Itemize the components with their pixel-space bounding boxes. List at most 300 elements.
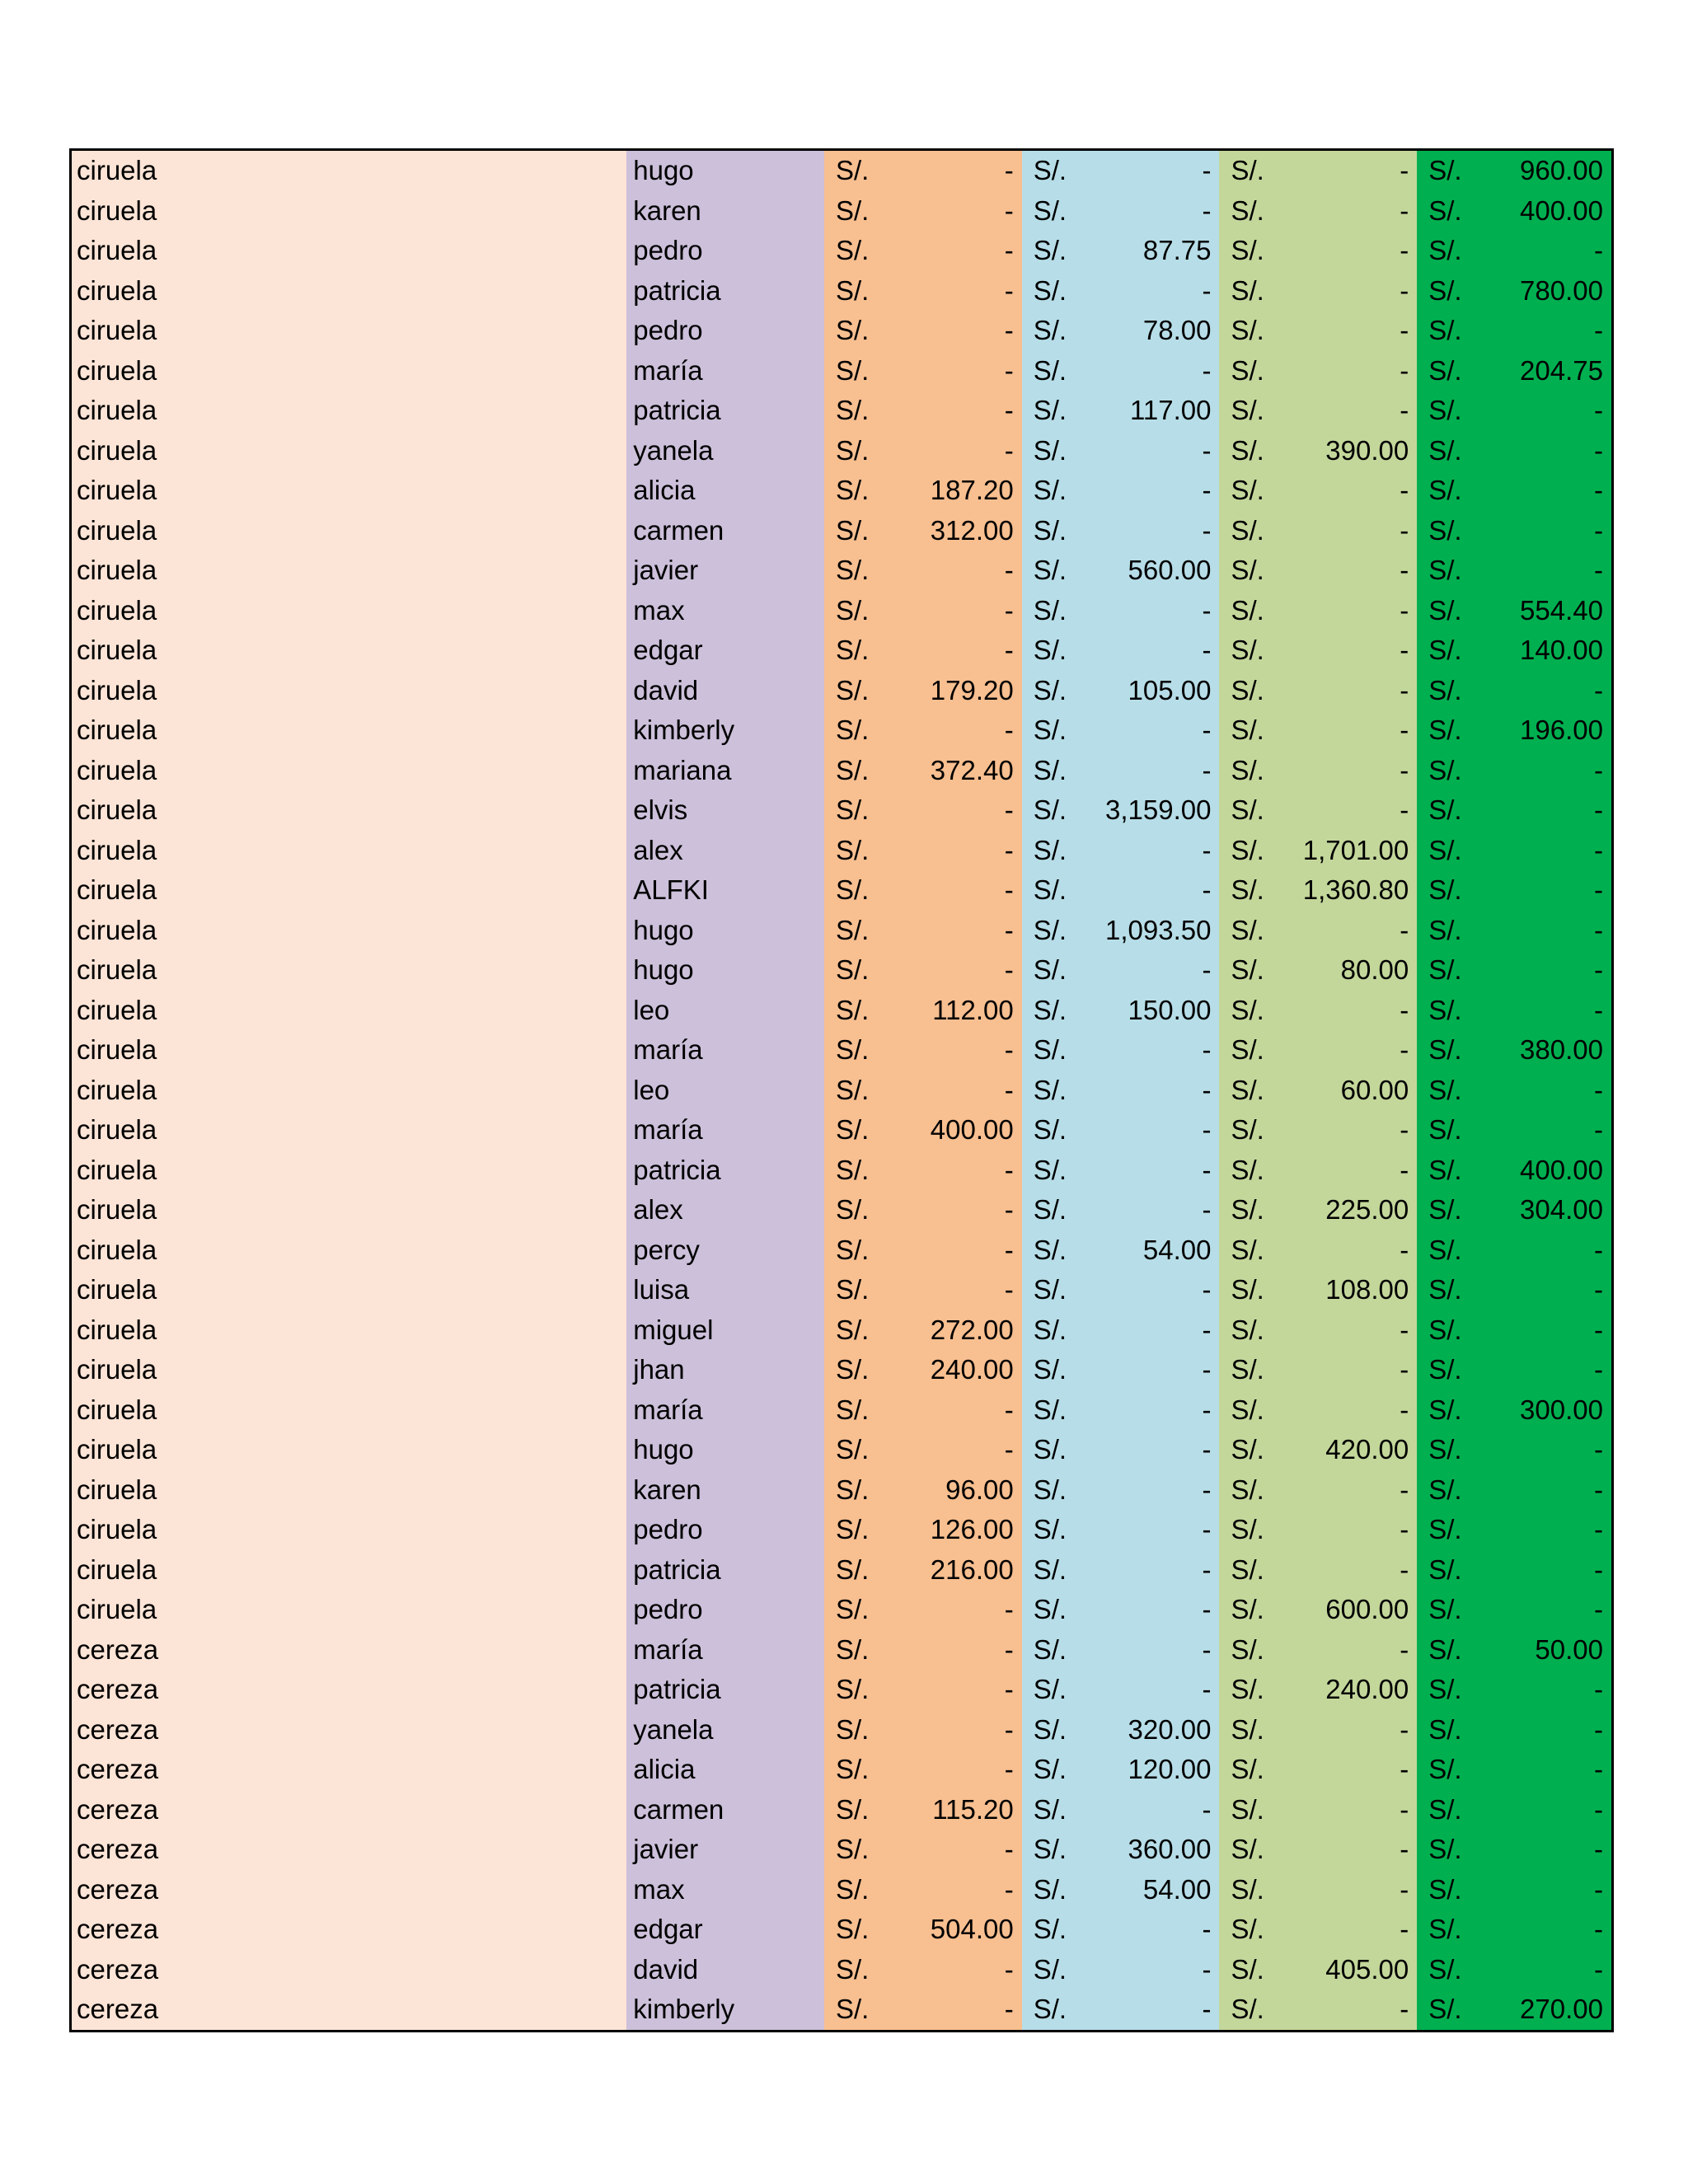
cell-name[interactable]: ALFKI: [626, 870, 824, 911]
cell-amount-a[interactable]: [824, 991, 1022, 1031]
cell-fruit[interactable]: ciruela: [72, 1151, 626, 1191]
cell-name[interactable]: karen: [626, 1470, 824, 1511]
cell-amount-a[interactable]: [824, 1270, 1022, 1310]
cell-name[interactable]: pedro: [626, 311, 824, 351]
cell-amount-a[interactable]: [824, 551, 1022, 591]
cell-amount-d[interactable]: [1417, 1390, 1611, 1431]
cell-amount-c[interactable]: [1219, 1071, 1417, 1111]
cell-amount-c[interactable]: [1219, 1830, 1417, 1870]
cell-amount-c[interactable]: [1219, 391, 1417, 431]
cell-amount-a[interactable]: [824, 870, 1022, 911]
cell-name[interactable]: mariana: [626, 751, 824, 791]
cell-amount-c[interactable]: [1219, 1950, 1417, 1990]
amount-value: -: [1593, 1234, 1603, 1265]
cell-fruit[interactable]: ciruela: [72, 911, 626, 951]
cell-name[interactable]: edgar: [626, 630, 824, 671]
cell-amount-b[interactable]: [1022, 1350, 1220, 1390]
cell-amount-d[interactable]: [1417, 1151, 1611, 1191]
cell-amount-d[interactable]: [1417, 1710, 1611, 1750]
cell-amount-b[interactable]: [1022, 1230, 1220, 1271]
cell-name[interactable]: luisa: [626, 1270, 824, 1310]
cell-fruit[interactable]: cereza: [72, 1830, 626, 1870]
cell-fruit[interactable]: ciruela: [72, 471, 626, 511]
cell-fruit[interactable]: ciruela: [72, 1550, 626, 1591]
cell-fruit[interactable]: ciruela: [72, 950, 626, 991]
cell-fruit[interactable]: ciruela: [72, 1110, 626, 1151]
amount-value: -: [1202, 514, 1212, 546]
cell-amount-d[interactable]: [1417, 231, 1611, 271]
cell-amount-d[interactable]: [1417, 751, 1611, 791]
cell-fruit[interactable]: cereza: [72, 1990, 626, 2030]
cell-fruit[interactable]: ciruela: [72, 710, 626, 751]
cell-fruit[interactable]: ciruela: [72, 991, 626, 1031]
currency-symbol: S/.: [835, 1633, 870, 1665]
cell-fruit[interactable]: ciruela: [72, 1190, 626, 1230]
cell-amount-c[interactable]: [1219, 351, 1417, 391]
cell-name[interactable]: david: [626, 671, 824, 711]
cell-amount-d[interactable]: [1417, 1110, 1611, 1151]
cell-fruit[interactable]: ciruela: [72, 1030, 626, 1071]
cell-amount-a[interactable]: [824, 191, 1022, 232]
cell-name[interactable]: alex: [626, 831, 824, 871]
cell-amount-d[interactable]: [1417, 191, 1611, 232]
cell-name[interactable]: maría: [626, 351, 824, 391]
cell-amount-c[interactable]: [1219, 1990, 1417, 2030]
cell-amount-c[interactable]: [1219, 950, 1417, 991]
cell-amount-a[interactable]: [824, 511, 1022, 551]
cell-amount-c[interactable]: [1219, 1230, 1417, 1271]
cell-amount-b[interactable]: [1022, 311, 1220, 351]
cell-amount-a[interactable]: [824, 950, 1022, 991]
cell-amount-c[interactable]: [1219, 1870, 1417, 1910]
cell-amount-b[interactable]: [1022, 870, 1220, 911]
cell-amount-a[interactable]: [824, 311, 1022, 351]
cell-name[interactable]: leo: [626, 991, 824, 1031]
cell-amount-b[interactable]: [1022, 471, 1220, 511]
cell-amount-a[interactable]: [824, 1470, 1022, 1511]
cell-amount-b[interactable]: [1022, 630, 1220, 671]
cell-amount-b[interactable]: [1022, 710, 1220, 751]
cell-amount-b[interactable]: [1022, 1030, 1220, 1071]
cell-amount-d[interactable]: [1417, 391, 1611, 431]
cell-amount-b[interactable]: [1022, 1670, 1220, 1710]
cell-name[interactable]: maría: [626, 1630, 824, 1671]
cell-amount-a[interactable]: [824, 1630, 1022, 1671]
cell-amount-d[interactable]: [1417, 1430, 1611, 1470]
cell-amount-b[interactable]: [1022, 1870, 1220, 1910]
cell-amount-a[interactable]: [824, 431, 1022, 471]
cell-name[interactable]: max: [626, 591, 824, 631]
cell-amount-b[interactable]: [1022, 1390, 1220, 1431]
cell-amount-d[interactable]: [1417, 431, 1611, 471]
cell-fruit[interactable]: ciruela: [72, 151, 626, 191]
cell-fruit[interactable]: ciruela: [72, 551, 626, 591]
cell-name[interactable]: carmen: [626, 1790, 824, 1830]
cell-amount-d[interactable]: [1417, 1990, 1611, 2030]
cell-amount-d[interactable]: [1417, 1670, 1611, 1710]
cell-name[interactable]: carmen: [626, 511, 824, 551]
cell-amount-a[interactable]: [824, 351, 1022, 391]
cell-amount-a[interactable]: [824, 1990, 1022, 2030]
cell-amount-d[interactable]: [1417, 1470, 1611, 1511]
cell-name[interactable]: leo: [626, 1071, 824, 1111]
cell-amount-a[interactable]: [824, 1950, 1022, 1990]
cell-amount-b[interactable]: [1022, 431, 1220, 471]
cell-name[interactable]: maría: [626, 1030, 824, 1071]
cell-amount-b[interactable]: [1022, 231, 1220, 271]
cell-amount-d[interactable]: [1417, 1630, 1611, 1671]
cell-amount-b[interactable]: [1022, 1990, 1220, 2030]
cell-amount-a[interactable]: [824, 1670, 1022, 1710]
cell-amount-c[interactable]: [1219, 1350, 1417, 1390]
cell-name[interactable]: kimberly: [626, 1990, 824, 2030]
cell-name[interactable]: javier: [626, 551, 824, 591]
cell-amount-b[interactable]: [1022, 950, 1220, 991]
cell-amount-a[interactable]: [824, 1590, 1022, 1630]
cell-amount-a[interactable]: [824, 1870, 1022, 1910]
cell-amount-d[interactable]: [1417, 710, 1611, 751]
cell-fruit[interactable]: ciruela: [72, 1350, 626, 1390]
cell-amount-b[interactable]: [1022, 551, 1220, 591]
cell-amount-b[interactable]: [1022, 671, 1220, 711]
cell-amount-a[interactable]: [824, 1390, 1022, 1431]
cell-amount-b[interactable]: [1022, 1190, 1220, 1230]
cell-fruit[interactable]: ciruela: [72, 630, 626, 671]
cell-amount-c[interactable]: [1219, 1151, 1417, 1191]
cell-amount-c[interactable]: [1219, 710, 1417, 751]
cell-amount-b[interactable]: [1022, 1590, 1220, 1630]
cell-amount-d[interactable]: [1417, 551, 1611, 591]
cell-name[interactable]: pedro: [626, 1510, 824, 1550]
cell-amount-c[interactable]: [1219, 151, 1417, 191]
cell-fruit[interactable]: ciruela: [72, 1270, 626, 1310]
cell-amount-d[interactable]: [1417, 151, 1611, 191]
cell-amount-b[interactable]: [1022, 1830, 1220, 1870]
cell-amount-d[interactable]: [1417, 1030, 1611, 1071]
cell-amount-a[interactable]: [824, 1190, 1022, 1230]
cell-amount-a[interactable]: [824, 751, 1022, 791]
cell-amount-a[interactable]: [824, 1710, 1022, 1750]
cell-amount-c[interactable]: [1219, 991, 1417, 1031]
cell-amount-d[interactable]: [1417, 1071, 1611, 1111]
cell-amount-c[interactable]: [1219, 191, 1417, 232]
cell-amount-b[interactable]: [1022, 351, 1220, 391]
cell-fruit[interactable]: ciruela: [72, 1510, 626, 1550]
cell-amount-a[interactable]: [824, 1750, 1022, 1790]
cell-amount-c[interactable]: [1219, 1590, 1417, 1630]
cell-amount-d[interactable]: [1417, 1230, 1611, 1271]
cell-name[interactable]: hugo: [626, 950, 824, 991]
cell-name[interactable]: edgar: [626, 1910, 824, 1950]
cell-amount-b[interactable]: [1022, 991, 1220, 1031]
cell-amount-c[interactable]: [1219, 1790, 1417, 1830]
cell-amount-a[interactable]: [824, 271, 1022, 312]
cell-amount-a[interactable]: [824, 911, 1022, 951]
cell-amount-c[interactable]: [1219, 1510, 1417, 1550]
cell-fruit[interactable]: cereza: [72, 1910, 626, 1950]
amount-value: -: [1004, 1434, 1014, 1465]
cell-fruit[interactable]: ciruela: [72, 1071, 626, 1111]
cell-amount-a[interactable]: [824, 671, 1022, 711]
cell-amount-b[interactable]: [1022, 1790, 1220, 1830]
cell-amount-a[interactable]: [824, 1110, 1022, 1151]
cell-amount-b[interactable]: [1022, 391, 1220, 431]
cell-amount-c[interactable]: [1219, 1710, 1417, 1750]
cell-amount-d[interactable]: [1417, 1550, 1611, 1591]
cell-amount-b[interactable]: [1022, 1750, 1220, 1790]
cell-amount-a[interactable]: [824, 231, 1022, 271]
cell-name[interactable]: javier: [626, 1830, 824, 1870]
cell-fruit[interactable]: ciruela: [72, 511, 626, 551]
cell-amount-c[interactable]: [1219, 1110, 1417, 1151]
cell-name[interactable]: max: [626, 1870, 824, 1910]
cell-amount-c[interactable]: [1219, 1550, 1417, 1591]
cell-name[interactable]: patricia: [626, 391, 824, 431]
table-row: [72, 1270, 1611, 1310]
cell-amount-d[interactable]: [1417, 1510, 1611, 1550]
cell-amount-c[interactable]: [1219, 471, 1417, 511]
cell-fruit[interactable]: ciruela: [72, 870, 626, 911]
cell-fruit[interactable]: ciruela: [72, 1470, 626, 1511]
cell-amount-d[interactable]: [1417, 1950, 1611, 1990]
cell-amount-b[interactable]: [1022, 790, 1220, 831]
cell-amount-a[interactable]: [824, 1910, 1022, 1950]
currency-symbol: S/.: [1231, 674, 1264, 705]
cell-amount-b[interactable]: [1022, 1910, 1220, 1950]
cell-amount-a[interactable]: [824, 831, 1022, 871]
cell-amount-d[interactable]: [1417, 1350, 1611, 1390]
cell-amount-c[interactable]: [1219, 591, 1417, 631]
cell-amount-d[interactable]: [1417, 911, 1611, 951]
cell-amount-a[interactable]: [824, 790, 1022, 831]
cell-name[interactable]: percy: [626, 1230, 824, 1271]
cell-amount-d[interactable]: [1417, 1270, 1611, 1310]
cell-fruit[interactable]: ciruela: [72, 431, 626, 471]
cell-amount-a[interactable]: [824, 1830, 1022, 1870]
cell-amount-a[interactable]: [824, 391, 1022, 431]
amount-value: 960.00: [1520, 155, 1603, 185]
cell-amount-c[interactable]: [1219, 1750, 1417, 1790]
cell-fruit[interactable]: cereza: [72, 1630, 626, 1671]
cell-amount-b[interactable]: [1022, 1110, 1220, 1151]
cell-amount-d[interactable]: [1417, 591, 1611, 631]
cell-name[interactable]: maría: [626, 1390, 824, 1431]
cell-fruit[interactable]: ciruela: [72, 831, 626, 871]
cell-amount-d[interactable]: [1417, 1790, 1611, 1830]
currency-symbol: S/.: [1033, 794, 1067, 825]
cell-amount-c[interactable]: [1219, 1430, 1417, 1470]
cell-fruit[interactable]: cereza: [72, 1790, 626, 1830]
cell-amount-b[interactable]: [1022, 511, 1220, 551]
cell-amount-b[interactable]: [1022, 191, 1220, 232]
cell-fruit[interactable]: ciruela: [72, 271, 626, 312]
cell-amount-d[interactable]: [1417, 351, 1611, 391]
cell-amount-d[interactable]: [1417, 1910, 1611, 1950]
cell-amount-d[interactable]: [1417, 1310, 1611, 1351]
cell-amount-c[interactable]: [1219, 511, 1417, 551]
cell-amount-b[interactable]: [1022, 1630, 1220, 1671]
cell-amount-c[interactable]: [1219, 551, 1417, 591]
cell-fruit[interactable]: ciruela: [72, 351, 626, 391]
cell-name[interactable]: alex: [626, 1190, 824, 1230]
table-row: [72, 1230, 1611, 1271]
cell-fruit[interactable]: ciruela: [72, 1590, 626, 1630]
currency-symbol: S/.: [1231, 1234, 1264, 1265]
cell-amount-a[interactable]: [824, 1071, 1022, 1111]
cell-amount-c[interactable]: [1219, 790, 1417, 831]
cell-amount-c[interactable]: [1219, 271, 1417, 312]
cell-amount-c[interactable]: [1219, 1030, 1417, 1071]
cell-amount-d[interactable]: [1417, 671, 1611, 711]
cell-amount-b[interactable]: [1022, 831, 1220, 871]
cell-amount-b[interactable]: [1022, 151, 1220, 191]
cell-name[interactable]: pedro: [626, 1590, 824, 1630]
currency-symbol: S/.: [1231, 235, 1264, 265]
currency-symbol: S/.: [835, 1394, 870, 1425]
cell-amount-b[interactable]: [1022, 1710, 1220, 1750]
currency-symbol: S/.: [1428, 1713, 1462, 1745]
cell-amount-c[interactable]: [1219, 751, 1417, 791]
cell-amount-d[interactable]: [1417, 991, 1611, 1031]
cell-amount-d[interactable]: [1417, 1870, 1611, 1910]
cell-name[interactable]: jhan: [626, 1350, 824, 1390]
cell-fruit[interactable]: ciruela: [72, 671, 626, 711]
cell-name[interactable]: patricia: [626, 1151, 824, 1191]
cell-amount-a[interactable]: [824, 1030, 1022, 1071]
cell-name[interactable]: alicia: [626, 1750, 824, 1790]
cell-amount-a[interactable]: [824, 471, 1022, 511]
cell-name[interactable]: alicia: [626, 471, 824, 511]
cell-name[interactable]: hugo: [626, 1430, 824, 1470]
cell-fruit[interactable]: cereza: [72, 1950, 626, 1990]
cell-amount-d[interactable]: [1417, 870, 1611, 911]
cell-name[interactable]: elvis: [626, 790, 824, 831]
cell-amount-c[interactable]: [1219, 630, 1417, 671]
cell-amount-c[interactable]: [1219, 1310, 1417, 1351]
cell-amount-d[interactable]: [1417, 831, 1611, 871]
cell-fruit[interactable]: ciruela: [72, 1230, 626, 1271]
cell-amount-c[interactable]: [1219, 431, 1417, 471]
cell-fruit[interactable]: ciruela: [72, 191, 626, 232]
cell-amount-c[interactable]: [1219, 1190, 1417, 1230]
cell-amount-d[interactable]: [1417, 1750, 1611, 1790]
cell-amount-b[interactable]: [1022, 1550, 1220, 1591]
cell-amount-b[interactable]: [1022, 1950, 1220, 1990]
cell-amount-b[interactable]: [1022, 591, 1220, 631]
cell-fruit[interactable]: ciruela: [72, 1390, 626, 1431]
cell-amount-d[interactable]: [1417, 1830, 1611, 1870]
currency-symbol: S/.: [1231, 1394, 1264, 1425]
cell-name[interactable]: maría: [626, 1110, 824, 1151]
cell-amount-a[interactable]: [824, 591, 1022, 631]
cell-fruit[interactable]: cereza: [72, 1710, 626, 1750]
cell-amount-a[interactable]: [824, 630, 1022, 671]
cell-name[interactable]: karen: [626, 191, 824, 232]
cell-amount-b[interactable]: [1022, 1270, 1220, 1310]
cell-amount-b[interactable]: [1022, 271, 1220, 312]
cell-amount-a[interactable]: [824, 1310, 1022, 1351]
cell-name[interactable]: miguel: [626, 1310, 824, 1351]
cell-fruit[interactable]: ciruela: [72, 790, 626, 831]
cell-fruit[interactable]: ciruela: [72, 1310, 626, 1351]
cell-amount-d[interactable]: [1417, 1190, 1611, 1230]
cell-name[interactable]: hugo: [626, 911, 824, 951]
amount-value: -: [1593, 395, 1603, 425]
cell-amount-d[interactable]: [1417, 271, 1611, 312]
cell-name[interactable]: pedro: [626, 231, 824, 271]
cell-amount-c[interactable]: [1219, 1910, 1417, 1950]
cell-amount-b[interactable]: [1022, 751, 1220, 791]
cell-amount-b[interactable]: [1022, 1071, 1220, 1111]
cell-amount-b[interactable]: [1022, 1151, 1220, 1191]
cell-amount-b[interactable]: [1022, 911, 1220, 951]
cell-amount-a[interactable]: [824, 1350, 1022, 1390]
cell-name[interactable]: david: [626, 1950, 824, 1990]
cell-amount-d[interactable]: [1417, 311, 1611, 351]
cell-amount-a[interactable]: [824, 1510, 1022, 1550]
cell-name[interactable]: patricia: [626, 1550, 824, 1591]
cell-fruit[interactable]: ciruela: [72, 591, 626, 631]
cell-fruit[interactable]: ciruela: [72, 311, 626, 351]
cell-amount-c[interactable]: [1219, 1270, 1417, 1310]
cell-amount-d[interactable]: [1417, 471, 1611, 511]
cell-amount-d[interactable]: [1417, 630, 1611, 671]
cell-amount-d[interactable]: [1417, 790, 1611, 831]
cell-amount-d[interactable]: [1417, 950, 1611, 991]
cell-amount-c[interactable]: [1219, 1470, 1417, 1511]
cell-amount-b[interactable]: [1022, 1470, 1220, 1511]
amount-value: -: [1400, 315, 1409, 345]
cell-name[interactable]: hugo: [626, 151, 824, 191]
currency-symbol: S/.: [1033, 1194, 1067, 1225]
cell-amount-a[interactable]: [824, 1550, 1022, 1591]
cell-name[interactable]: kimberly: [626, 710, 824, 751]
cell-amount-d[interactable]: [1417, 511, 1611, 551]
cell-amount-c[interactable]: [1219, 311, 1417, 351]
cell-name[interactable]: patricia: [626, 271, 824, 312]
cell-amount-c[interactable]: [1219, 671, 1417, 711]
cell-fruit[interactable]: ciruela: [72, 1430, 626, 1470]
cell-fruit[interactable]: ciruela: [72, 231, 626, 271]
cell-fruit[interactable]: ciruela: [72, 751, 626, 791]
cell-amount-c[interactable]: [1219, 1630, 1417, 1671]
cell-fruit[interactable]: cereza: [72, 1670, 626, 1710]
cell-amount-a[interactable]: [824, 1230, 1022, 1271]
amount-value: -: [1004, 1594, 1014, 1624]
cell-amount-c[interactable]: [1219, 1390, 1417, 1431]
cell-name[interactable]: yanela: [626, 1710, 824, 1750]
cell-amount-b[interactable]: [1022, 1310, 1220, 1351]
cell-name[interactable]: patricia: [626, 1670, 824, 1710]
cell-fruit[interactable]: cereza: [72, 1870, 626, 1910]
cell-amount-b[interactable]: [1022, 1430, 1220, 1470]
cell-amount-b[interactable]: [1022, 1510, 1220, 1550]
cell-amount-a[interactable]: [824, 710, 1022, 751]
cell-name[interactable]: yanela: [626, 431, 824, 471]
cell-amount-c[interactable]: [1219, 911, 1417, 951]
cell-amount-a[interactable]: [824, 1430, 1022, 1470]
cell-amount-c[interactable]: [1219, 231, 1417, 271]
cell-amount-a[interactable]: [824, 151, 1022, 191]
cell-fruit[interactable]: ciruela: [72, 391, 626, 431]
cell-amount-c[interactable]: [1219, 831, 1417, 871]
cell-amount-d[interactable]: [1417, 1590, 1611, 1630]
cell-amount-c[interactable]: [1219, 870, 1417, 911]
cell-amount-c[interactable]: [1219, 1670, 1417, 1710]
cell-amount-a[interactable]: [824, 1151, 1022, 1191]
cell-amount-a[interactable]: [824, 1790, 1022, 1830]
cell-fruit[interactable]: cereza: [72, 1750, 626, 1790]
